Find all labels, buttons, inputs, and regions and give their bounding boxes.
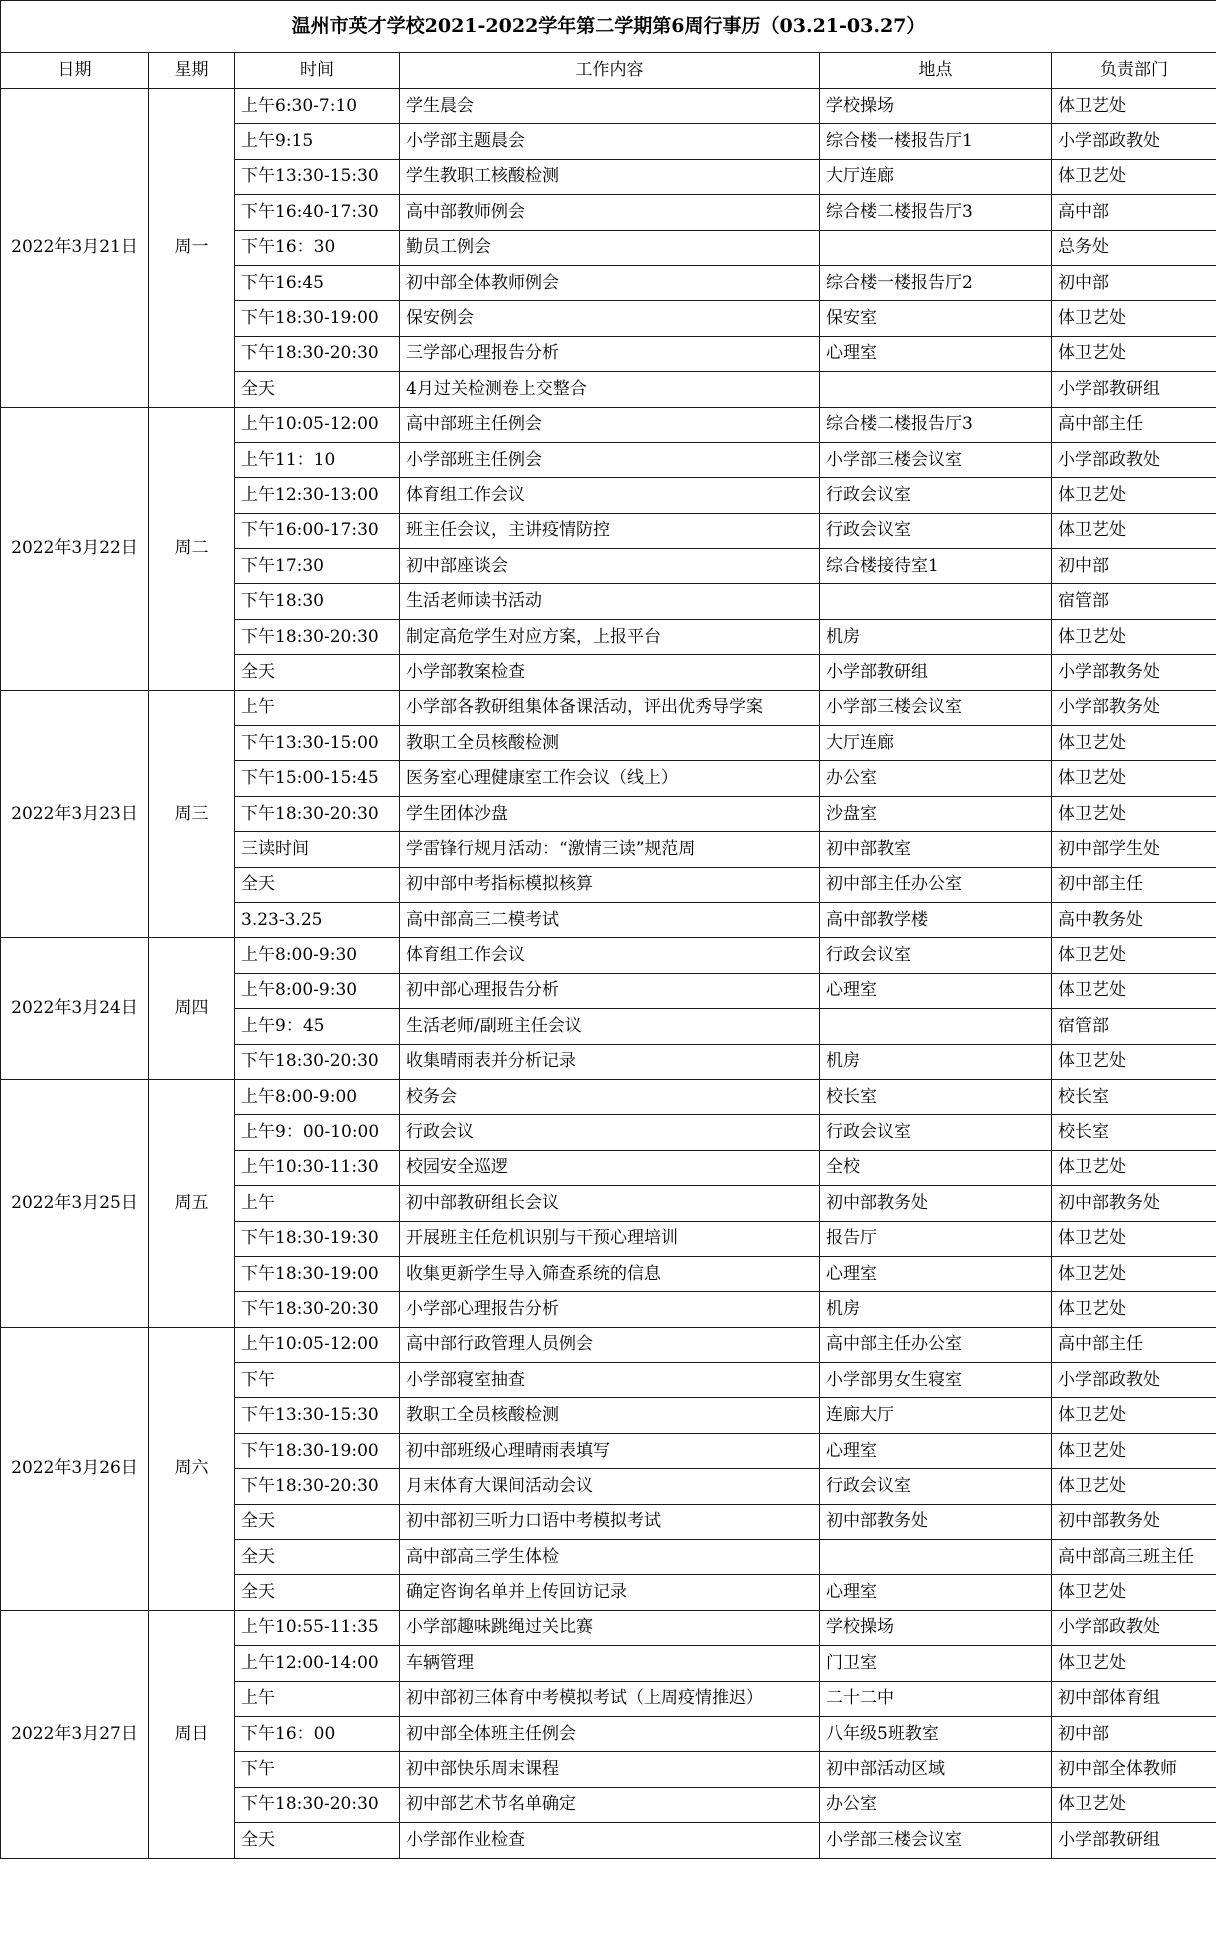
time-cell: 下午 xyxy=(235,1363,400,1398)
location-cell: 行政会议室 xyxy=(820,938,1052,973)
location-cell: 保安室 xyxy=(820,301,1052,336)
department-cell: 体卫艺处 xyxy=(1052,619,1216,654)
department-cell: 高中部高三班主任 xyxy=(1052,1540,1216,1575)
department-cell: 小学部政教处 xyxy=(1052,1610,1216,1645)
time-cell: 全天 xyxy=(235,372,400,407)
department-cell: 体卫艺处 xyxy=(1052,796,1216,831)
department-cell: 高中部主任 xyxy=(1052,1327,1216,1362)
location-cell: 门卫室 xyxy=(820,1646,1052,1681)
department-cell: 体卫艺处 xyxy=(1052,1575,1216,1610)
department-cell: 高中部主任 xyxy=(1052,407,1216,442)
department-cell: 初中部体育组 xyxy=(1052,1681,1216,1716)
content-cell: 初中部心理报告分析 xyxy=(400,973,820,1008)
location-cell: 综合楼二楼报告厅3 xyxy=(820,195,1052,230)
content-cell: 生活老师/副班主任会议 xyxy=(400,1009,820,1044)
content-cell: 三学部心理报告分析 xyxy=(400,336,820,371)
time-cell: 上午10:55-11:35 xyxy=(235,1610,400,1645)
location-cell: 八年级5班教室 xyxy=(820,1716,1052,1751)
content-cell: 小学部作业检查 xyxy=(400,1823,820,1858)
time-cell: 上午9：45 xyxy=(235,1009,400,1044)
department-cell: 校长室 xyxy=(1052,1079,1216,1114)
table-row xyxy=(1,89,1216,124)
weekday-cell: 周四 xyxy=(149,938,235,1080)
content-cell: 体育组工作会议 xyxy=(400,938,820,973)
department-cell: 小学部教务处 xyxy=(1052,655,1216,690)
location-cell: 初中部活动区域 xyxy=(820,1752,1052,1787)
department-cell: 体卫艺处 xyxy=(1052,1469,1216,1504)
location-cell: 办公室 xyxy=(820,761,1052,796)
department-cell: 初中部学生处 xyxy=(1052,832,1216,867)
department-cell: 体卫艺处 xyxy=(1052,1150,1216,1185)
time-cell: 下午18:30-20:30 xyxy=(235,1292,400,1327)
department-cell: 高中教务处 xyxy=(1052,902,1216,937)
department-cell: 初中部 xyxy=(1052,1716,1216,1751)
location-cell: 心理室 xyxy=(820,1575,1052,1610)
time-cell: 下午18:30-20:30 xyxy=(235,619,400,654)
location-cell: 初中部教务处 xyxy=(820,1504,1052,1539)
time-cell: 全天 xyxy=(235,1540,400,1575)
location-cell xyxy=(820,230,1052,265)
time-cell: 下午18:30-20:30 xyxy=(235,1787,400,1822)
content-cell: 教职工全员核酸检测 xyxy=(400,726,820,761)
department-cell: 宿管部 xyxy=(1052,1009,1216,1044)
department-cell: 初中部 xyxy=(1052,265,1216,300)
content-cell: 教职工全员核酸检测 xyxy=(400,1398,820,1433)
location-cell: 小学部三楼会议室 xyxy=(820,1823,1052,1858)
date-cell: 2022年3月22日 xyxy=(1,407,149,690)
date-cell: 2022年3月26日 xyxy=(1,1327,149,1610)
content-cell: 医务室心理健康室工作会议（线上） xyxy=(400,761,820,796)
time-cell: 下午16:40-17:30 xyxy=(235,195,400,230)
content-cell: 初中部初三体育中考模拟考试（上周疫情推迟） xyxy=(400,1681,820,1716)
time-cell: 下午13:30-15:00 xyxy=(235,726,400,761)
time-cell: 上午10:30-11:30 xyxy=(235,1150,400,1185)
time-cell: 下午18:30-19:00 xyxy=(235,301,400,336)
header-department: 负责部门 xyxy=(1052,53,1216,89)
content-cell: 高中部教师例会 xyxy=(400,195,820,230)
time-cell: 上午11：10 xyxy=(235,442,400,477)
weekday-cell: 周一 xyxy=(149,89,235,408)
location-cell: 高中部教学楼 xyxy=(820,902,1052,937)
time-cell: 上午 xyxy=(235,1186,400,1221)
content-cell: 初中部全体教师例会 xyxy=(400,265,820,300)
content-cell: 勤员工例会 xyxy=(400,230,820,265)
location-cell: 初中部教室 xyxy=(820,832,1052,867)
location-cell: 学校操场 xyxy=(820,1610,1052,1645)
department-cell: 体卫艺处 xyxy=(1052,1044,1216,1079)
weekday-cell: 周日 xyxy=(149,1610,235,1858)
table-row xyxy=(1,1079,1216,1114)
time-cell: 下午13:30-15:30 xyxy=(235,159,400,194)
content-cell: 初中部教研组长会议 xyxy=(400,1186,820,1221)
date-cell: 2022年3月25日 xyxy=(1,1079,149,1327)
time-cell: 下午18:30-20:30 xyxy=(235,336,400,371)
table-row xyxy=(1,407,1216,442)
department-cell: 初中部全体教师 xyxy=(1052,1752,1216,1787)
content-cell: 班主任会议，主讲疫情防控 xyxy=(400,513,820,548)
date-cell: 2022年3月24日 xyxy=(1,938,149,1080)
content-cell: 高中部班主任例会 xyxy=(400,407,820,442)
department-cell: 体卫艺处 xyxy=(1052,1256,1216,1291)
department-cell: 小学部政教处 xyxy=(1052,1363,1216,1398)
content-cell: 初中部初三听力口语中考模拟考试 xyxy=(400,1504,820,1539)
department-cell: 初中部教务处 xyxy=(1052,1186,1216,1221)
table-row xyxy=(1,690,1216,725)
location-cell: 沙盘室 xyxy=(820,796,1052,831)
department-cell: 小学部政教处 xyxy=(1052,442,1216,477)
location-cell: 二十二中 xyxy=(820,1681,1052,1716)
header-date: 日期 xyxy=(1,53,149,89)
time-cell: 上午12:00-14:00 xyxy=(235,1646,400,1681)
table-row xyxy=(1,1327,1216,1362)
department-cell: 高中部 xyxy=(1052,195,1216,230)
department-cell: 初中部 xyxy=(1052,549,1216,584)
department-cell: 小学部政教处 xyxy=(1052,124,1216,159)
content-cell: 小学部趣味跳绳过关比赛 xyxy=(400,1610,820,1645)
time-cell: 上午6:30-7:10 xyxy=(235,89,400,124)
content-cell: 车辆管理 xyxy=(400,1646,820,1681)
weekday-cell: 周六 xyxy=(149,1327,235,1610)
header-time: 时间 xyxy=(235,53,400,89)
time-cell: 上午12:30-13:00 xyxy=(235,478,400,513)
department-cell: 小学部教务处 xyxy=(1052,690,1216,725)
department-cell: 体卫艺处 xyxy=(1052,1433,1216,1468)
time-cell: 全天 xyxy=(235,867,400,902)
content-cell: 小学部主题晨会 xyxy=(400,124,820,159)
location-cell: 综合楼二楼报告厅3 xyxy=(820,407,1052,442)
department-cell: 总务处 xyxy=(1052,230,1216,265)
department-cell: 校长室 xyxy=(1052,1115,1216,1150)
location-cell: 小学部男女生寝室 xyxy=(820,1363,1052,1398)
time-cell: 下午18:30-19:00 xyxy=(235,1256,400,1291)
location-cell: 小学部教研组 xyxy=(820,655,1052,690)
department-cell: 体卫艺处 xyxy=(1052,761,1216,796)
location-cell: 学校操场 xyxy=(820,89,1052,124)
time-cell: 三读时间 xyxy=(235,832,400,867)
content-cell: 收集更新学生导入筛查系统的信息 xyxy=(400,1256,820,1291)
content-cell: 初中部中考指标模拟核算 xyxy=(400,867,820,902)
department-cell: 体卫艺处 xyxy=(1052,1398,1216,1433)
location-cell: 心理室 xyxy=(820,336,1052,371)
weekday-cell: 周三 xyxy=(149,690,235,938)
content-cell: 学生团体沙盘 xyxy=(400,796,820,831)
content-cell: 开展班主任危机识别与干预心理培训 xyxy=(400,1221,820,1256)
location-cell: 机房 xyxy=(820,619,1052,654)
content-cell: 月末体育大课间活动会议 xyxy=(400,1469,820,1504)
location-cell: 报告厅 xyxy=(820,1221,1052,1256)
location-cell: 行政会议室 xyxy=(820,1115,1052,1150)
location-cell: 心理室 xyxy=(820,1433,1052,1468)
content-cell: 校务会 xyxy=(400,1079,820,1114)
time-cell: 下午18:30-20:30 xyxy=(235,796,400,831)
time-cell: 下午18:30-20:30 xyxy=(235,1044,400,1079)
schedule-title: 温州市英才学校2021-2022学年第二学期第6周行事历（03.21-03.27） xyxy=(1,1,1216,53)
time-cell: 下午16:45 xyxy=(235,265,400,300)
location-cell: 大厅连廊 xyxy=(820,726,1052,761)
time-cell: 全天 xyxy=(235,655,400,690)
department-cell: 体卫艺处 xyxy=(1052,726,1216,761)
date-cell: 2022年3月23日 xyxy=(1,690,149,938)
time-cell: 3.23-3.25 xyxy=(235,902,400,937)
location-cell: 小学部三楼会议室 xyxy=(820,690,1052,725)
time-cell: 下午13:30-15:30 xyxy=(235,1398,400,1433)
location-cell: 小学部三楼会议室 xyxy=(820,442,1052,477)
time-cell: 下午 xyxy=(235,1752,400,1787)
content-cell: 小学部心理报告分析 xyxy=(400,1292,820,1327)
location-cell: 心理室 xyxy=(820,1256,1052,1291)
location-cell: 初中部主任办公室 xyxy=(820,867,1052,902)
location-cell: 初中部教务处 xyxy=(820,1186,1052,1221)
department-cell: 体卫艺处 xyxy=(1052,1787,1216,1822)
department-cell: 体卫艺处 xyxy=(1052,938,1216,973)
time-cell: 上午 xyxy=(235,1681,400,1716)
content-cell: 收集晴雨表并分析记录 xyxy=(400,1044,820,1079)
department-cell: 体卫艺处 xyxy=(1052,1646,1216,1681)
location-cell: 综合楼接待室1 xyxy=(820,549,1052,584)
table-row xyxy=(1,938,1216,973)
time-cell: 下午18:30 xyxy=(235,584,400,619)
title-row xyxy=(1,1,1216,53)
header-row xyxy=(1,53,1216,89)
time-cell: 上午8:00-9:30 xyxy=(235,938,400,973)
department-cell: 体卫艺处 xyxy=(1052,513,1216,548)
content-cell: 学生教职工核酸检测 xyxy=(400,159,820,194)
time-cell: 下午17:30 xyxy=(235,549,400,584)
content-cell: 保安例会 xyxy=(400,301,820,336)
content-cell: 高中部行政管理人员例会 xyxy=(400,1327,820,1362)
time-cell: 全天 xyxy=(235,1575,400,1610)
time-cell: 下午18:30-19:00 xyxy=(235,1433,400,1468)
content-cell: 确定咨询名单并上传回访记录 xyxy=(400,1575,820,1610)
header-weekday: 星期 xyxy=(149,53,235,89)
content-cell: 学生晨会 xyxy=(400,89,820,124)
header-location: 地点 xyxy=(820,53,1052,89)
department-cell: 初中部主任 xyxy=(1052,867,1216,902)
location-cell xyxy=(820,1540,1052,1575)
time-cell: 下午16：00 xyxy=(235,1716,400,1751)
schedule-body xyxy=(1,89,1216,1859)
department-cell: 体卫艺处 xyxy=(1052,336,1216,371)
department-cell: 小学部教研组 xyxy=(1052,372,1216,407)
content-cell: 行政会议 xyxy=(400,1115,820,1150)
time-cell: 下午18:30-20:30 xyxy=(235,1469,400,1504)
department-cell: 体卫艺处 xyxy=(1052,973,1216,1008)
time-cell: 下午18:30-19:30 xyxy=(235,1221,400,1256)
location-cell: 全校 xyxy=(820,1150,1052,1185)
content-cell: 高中部高三学生体检 xyxy=(400,1540,820,1575)
time-cell: 下午15:00-15:45 xyxy=(235,761,400,796)
location-cell: 行政会议室 xyxy=(820,1469,1052,1504)
department-cell: 体卫艺处 xyxy=(1052,1221,1216,1256)
department-cell: 体卫艺处 xyxy=(1052,89,1216,124)
time-cell: 下午16:00-17:30 xyxy=(235,513,400,548)
content-cell: 4月过关检测卷上交整合 xyxy=(400,372,820,407)
department-cell: 体卫艺处 xyxy=(1052,159,1216,194)
content-cell: 小学部寝室抽查 xyxy=(400,1363,820,1398)
location-cell: 办公室 xyxy=(820,1787,1052,1822)
location-cell: 大厅连廊 xyxy=(820,159,1052,194)
location-cell: 连廊大厅 xyxy=(820,1398,1052,1433)
content-cell: 生活老师读书活动 xyxy=(400,584,820,619)
header-content: 工作内容 xyxy=(400,53,820,89)
weekday-cell: 周五 xyxy=(149,1079,235,1327)
location-cell xyxy=(820,372,1052,407)
time-cell: 上午10:05-12:00 xyxy=(235,1327,400,1362)
content-cell: 初中部班级心理晴雨表填写 xyxy=(400,1433,820,1468)
time-cell: 上午10:05-12:00 xyxy=(235,407,400,442)
department-cell: 体卫艺处 xyxy=(1052,301,1216,336)
content-cell: 初中部全体班主任例会 xyxy=(400,1716,820,1751)
content-cell: 小学部各教研组集体备课活动，评出优秀导学案 xyxy=(400,690,820,725)
location-cell: 机房 xyxy=(820,1044,1052,1079)
content-cell: 初中部座谈会 xyxy=(400,549,820,584)
department-cell: 宿管部 xyxy=(1052,584,1216,619)
table-row xyxy=(1,1610,1216,1645)
time-cell: 全天 xyxy=(235,1504,400,1539)
time-cell: 上午8:00-9:00 xyxy=(235,1079,400,1114)
location-cell: 综合楼一楼报告厅1 xyxy=(820,124,1052,159)
content-cell: 高中部高三二模考试 xyxy=(400,902,820,937)
time-cell: 上午9:15 xyxy=(235,124,400,159)
location-cell: 综合楼一楼报告厅2 xyxy=(820,265,1052,300)
department-cell: 小学部教研组 xyxy=(1052,1823,1216,1858)
location-cell: 高中部主任办公室 xyxy=(820,1327,1052,1362)
content-cell: 小学部班主任例会 xyxy=(400,442,820,477)
location-cell xyxy=(820,1009,1052,1044)
content-cell: 制定高危学生对应方案，上报平台 xyxy=(400,619,820,654)
content-cell: 体育组工作会议 xyxy=(400,478,820,513)
time-cell: 全天 xyxy=(235,1823,400,1858)
content-cell: 初中部艺术节名单确定 xyxy=(400,1787,820,1822)
location-cell: 心理室 xyxy=(820,973,1052,1008)
location-cell: 行政会议室 xyxy=(820,478,1052,513)
time-cell: 上午9：00-10:00 xyxy=(235,1115,400,1150)
content-cell: 初中部快乐周末课程 xyxy=(400,1752,820,1787)
weekday-cell: 周二 xyxy=(149,407,235,690)
time-cell: 上午8:00-9:30 xyxy=(235,973,400,1008)
location-cell: 校长室 xyxy=(820,1079,1052,1114)
content-cell: 学雷锋行规月活动：“激情三读”规范周 xyxy=(400,832,820,867)
department-cell: 体卫艺处 xyxy=(1052,478,1216,513)
date-cell: 2022年3月27日 xyxy=(1,1610,149,1858)
department-cell: 初中部教务处 xyxy=(1052,1504,1216,1539)
time-cell: 上午 xyxy=(235,690,400,725)
location-cell xyxy=(820,584,1052,619)
location-cell: 机房 xyxy=(820,1292,1052,1327)
content-cell: 校园安全巡逻 xyxy=(400,1150,820,1185)
date-cell: 2022年3月21日 xyxy=(1,89,149,408)
content-cell: 小学部教案检查 xyxy=(400,655,820,690)
time-cell: 下午16：30 xyxy=(235,230,400,265)
department-cell: 体卫艺处 xyxy=(1052,1292,1216,1327)
location-cell: 行政会议室 xyxy=(820,513,1052,548)
